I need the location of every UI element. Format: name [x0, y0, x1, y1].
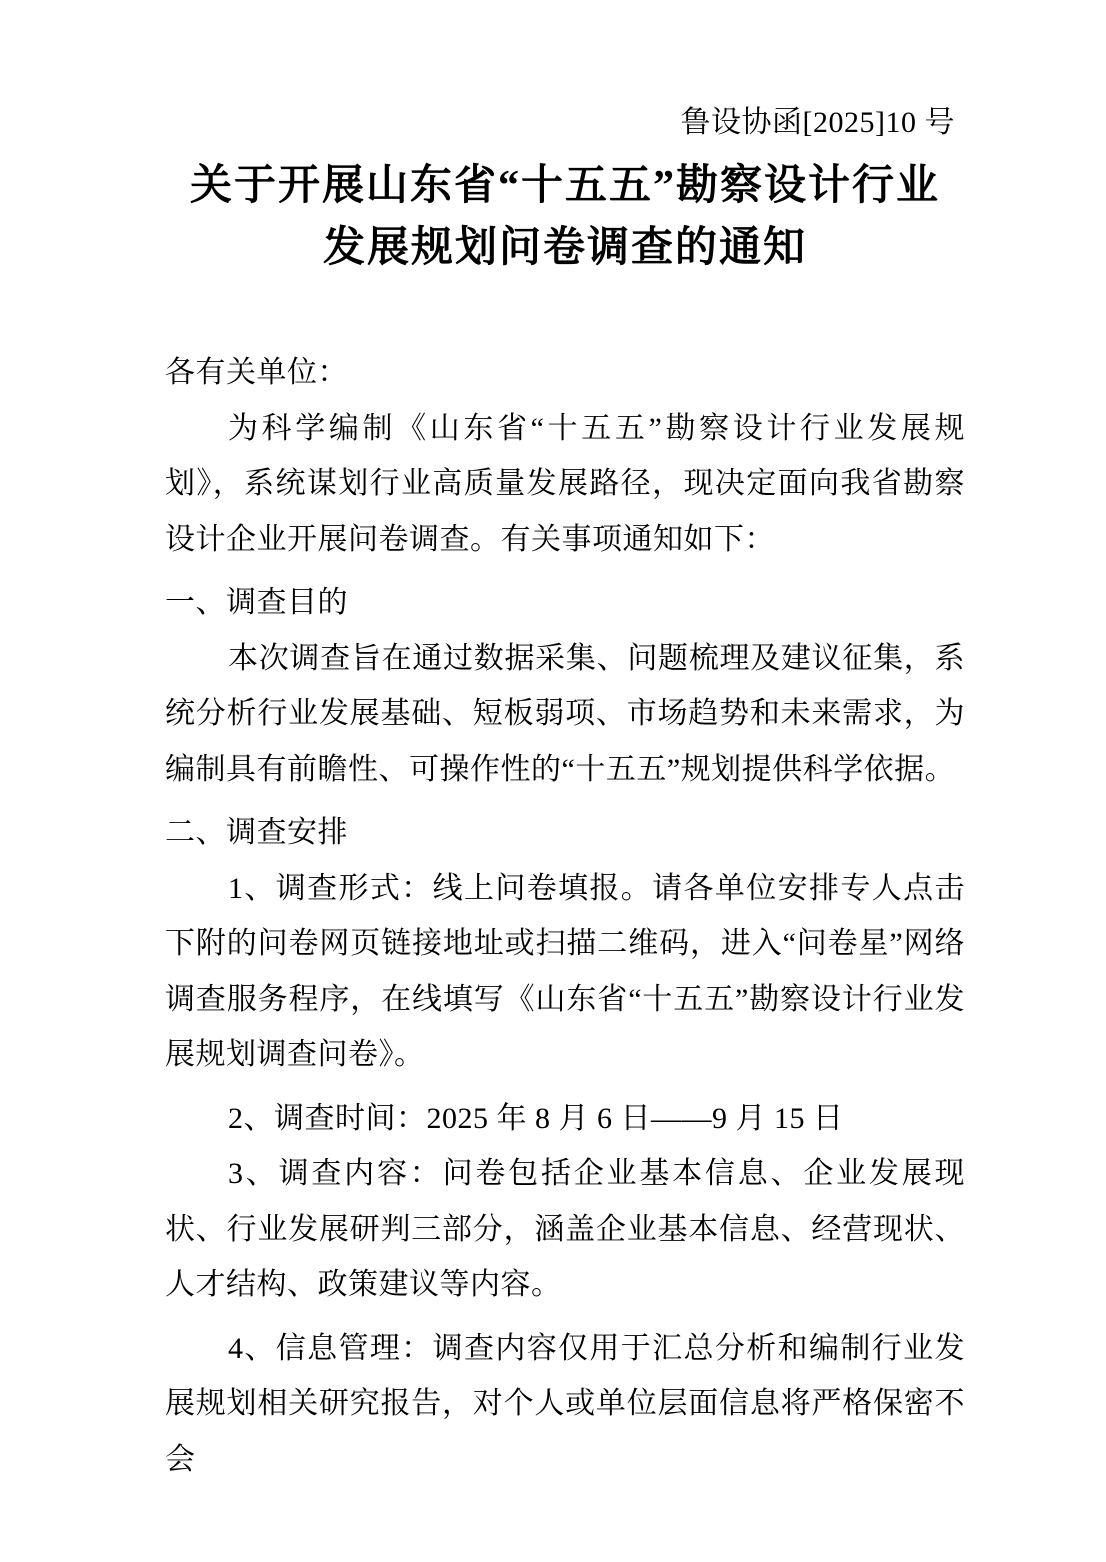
document-number: 鲁设协函[2025]10 号 — [680, 106, 955, 139]
document-body — [165, 345, 965, 1487]
item-2-survey-time: 2、调查时间：2025 年 8 月 6 日——9 月 15 日 — [228, 1101, 844, 1135]
title-line-1: 关于开展山东省“十五五”勘察设计行业 — [189, 163, 940, 209]
item-1-survey-format: 1、调查形式：线上问卷填报。请各单位安排专人点击下附的问卷网页链接地址或扫描二维码，进入“问卷星”网络调查服务程序，在线填写《山东省“十五五”勘察设计行业发展规划调查问卷》。 — [165, 871, 965, 1071]
salutation: 各有关单位： — [165, 356, 348, 389]
section-2-heading: 二、调查安排 — [165, 816, 348, 849]
section-1-body: 本次调查旨在通过数据采集、问题梳理及建议征集，系统分析行业发展基础、短板弱项、市场趋势和未来需求，为编制具有前瞻性、可操作性的“十五五”规划提供科学依据。 — [165, 641, 965, 786]
title-line-2: 发展规划问卷调查的通知 — [322, 225, 807, 271]
intro-paragraph: 为科学编制《山东省“十五五”勘察设计行业发展规划》，系统谋划行业高质量发展路径，现决定面向我省勘察设计企业开展问卷调查。有关事项通知如下： — [165, 411, 965, 556]
section-1-heading: 一、调查目的 — [165, 586, 348, 619]
item-3-survey-content: 3、调查内容：问卷包括企业基本信息、企业发展现状、行业发展研判三部分，涵盖企业基本信息、经营现状、人才结构、政策建议等内容。 — [165, 1157, 965, 1301]
document-content — [165, 0, 965, 1487]
item-4-info-management: 4、信息管理：调查内容仅用于汇总分析和编制行业发展规划相关研究报告，对个人或单位层面信息将严格保密不会 — [165, 1331, 965, 1476]
page-title — [165, 155, 965, 279]
